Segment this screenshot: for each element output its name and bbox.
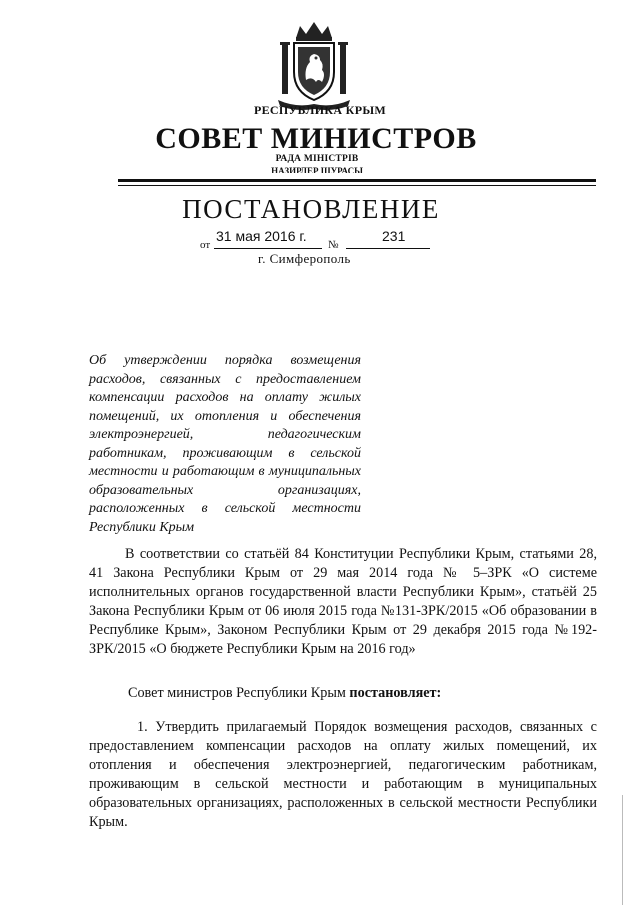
preamble-paragraph: В соответствии со статьёй 84 Конституции Республики Крым, статьями 28, 41 Закона Республики Крым от 29 мая 2014 года № 5–ЗРК «О системе исполнительных органов государственной власти Республики Крым», статьёй 25 Закона Республики Крым от 06 июля 2015 года №131-ЗРК/2015 «Об образовании в Республике Крым», Законом Республики Крым от 29 декабря 2015 года №192-ЗРК/2015 «О бюджете Республики Крым на 2016 год»	[89, 546, 597, 657]
council-name-ukrainian: РАДА МІНІСТРІВ	[275, 154, 359, 164]
header-rule-thin	[118, 185, 596, 186]
date-from-label: от	[200, 239, 211, 251]
resolves-subject: Совет министров Республики Крым	[128, 685, 350, 701]
decree-subject: Об утверждении порядка возмещения расходов, связанных с предоставлением компенсации расходов на оплату жилых помещений, их отопления и обеспечения электроэнергией, педагогическим работникам, проживающим в сельской местности и работающим в муниципальных образовательных организациях, расположенных в сельской местности Республики Крым	[89, 353, 361, 535]
number-underline	[346, 248, 430, 249]
council-name: СОВЕТ МИНИСТРОВ	[155, 122, 477, 155]
city: г. Симферополь	[258, 251, 351, 266]
item-1-paragraph: 1. Утвердить прилагаемый Порядок возмещения расходов, связанных с предоставлением компенсации расходов на оплату жилых помещений, их отопления и обеспечения электроэнергией, педагогическим работникам, проживающим в сельской местности и работающим в муниципальных образовательных организациях, расположенных в сельской местности Республики Крым.	[89, 719, 597, 830]
document-type-title: ПОСТАНОВЛЕНИЕ	[182, 194, 440, 224]
coat-of-arms-emblem	[276, 20, 352, 110]
resolves-paragraph	[128, 684, 598, 703]
decree-date: 31 мая 2016 г.	[216, 228, 307, 244]
decree-number: 231	[382, 228, 406, 244]
number-sign: №	[328, 239, 339, 251]
resolves-verb: постановляет:	[349, 685, 442, 701]
date-number-row	[200, 224, 440, 252]
republic-name: РЕСПУБЛИКА КРЫМ	[253, 103, 387, 117]
council-name-crimean-tatar: НАЗИРЛЕР ШУРАСЫ	[271, 166, 363, 173]
date-underline	[214, 248, 322, 249]
header-rule-thick	[118, 179, 596, 182]
scan-margin-mark	[622, 795, 623, 905]
